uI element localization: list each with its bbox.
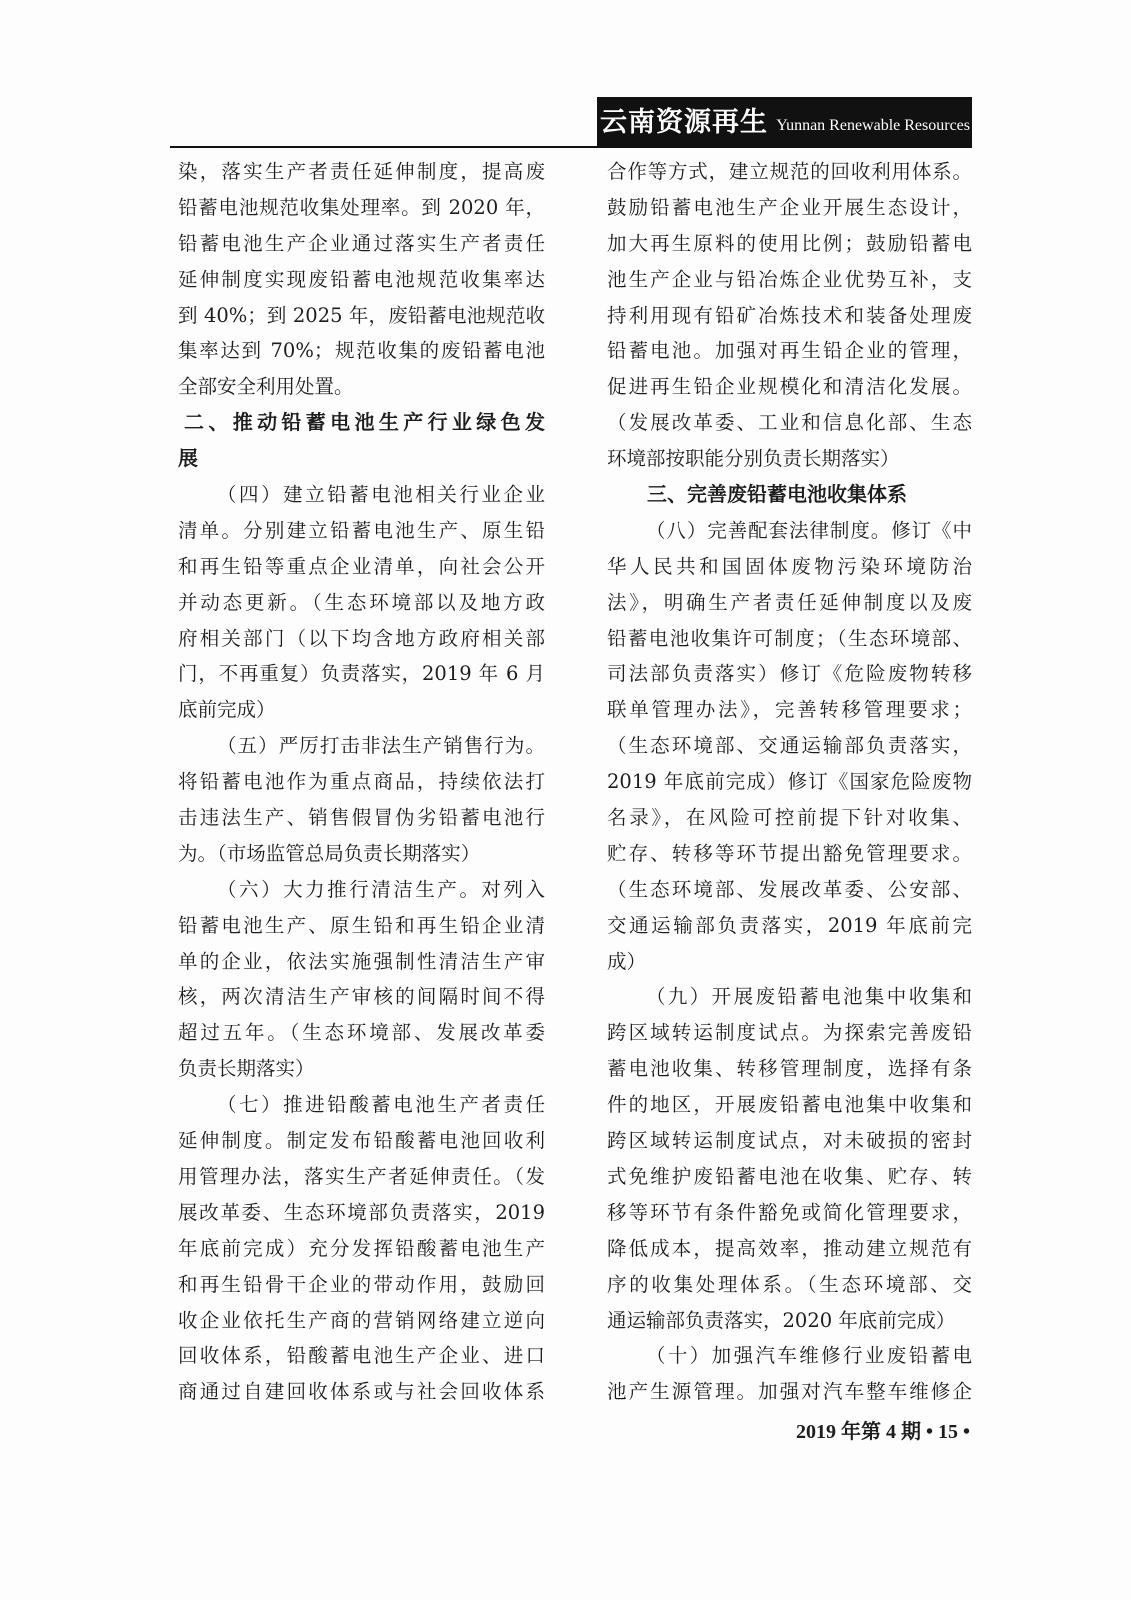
heading-line: 二、推动铅蓄电池生产行业绿色发 [184, 410, 545, 435]
text-line: 府相关部门（以下均含地方政府相关部 [178, 626, 545, 650]
page-footer: 2019 年第 4 期 • 15 • [795, 1421, 970, 1443]
text-line: 到 40%；到 2025 年，废铅蓄电池规范收 [178, 303, 545, 327]
text-line: 回收体系，铅酸蓄电池生产企业、进口 [178, 1344, 545, 1368]
text-line: 式免维护废铅蓄电池在收集、贮存、转 [607, 1164, 972, 1188]
text-line: 鼓励铅蓄电池生产企业开展生态设计， [607, 195, 972, 219]
text-line: 合作等方式，建立规范的回收利用体系。 [607, 160, 972, 183]
text-line: 2019 年底前完成）修订《国家危险废物 [607, 770, 972, 794]
text-line: 司法部负责落实）修订《危险废物转移 [607, 662, 972, 686]
right-column [607, 154, 972, 1410]
text-line: 联单管理办法》，完善转移管理要求； [607, 698, 972, 722]
text-line: 铅蓄电池规范收集处理率。到 2020 年， [178, 195, 545, 219]
journal-title-english: Yunnan Renewable Resources [776, 117, 970, 134]
text-line: 跨区域转运制度试点。为探索完善废铅 [607, 1021, 972, 1045]
text-line: 池生产企业与铅冶炼企业优势互补，支 [607, 267, 972, 291]
text-line: （五）严厉打击非法生产销售行为。 [217, 734, 545, 758]
paragraph [607, 979, 972, 1338]
text-line: 核，两次清洁生产审核的间隔时间不得 [178, 985, 545, 1009]
heading-line: 展 [178, 446, 198, 471]
text-line: 交通运输部负责落实，2019 年底前完 [607, 913, 972, 937]
text-line: 池产生源管理。加强对汽车整车维修企 [607, 1380, 972, 1404]
text-line: 击违法生产、销售假冒伪劣铅蓄电池行 [178, 806, 545, 830]
text-line: 单的企业，依法实施强制性清洁生产审 [178, 949, 545, 973]
text-line: 序的收集处理体系。（生态环境部、交 [607, 1272, 972, 1296]
text-line: 铅蓄电池。加强对再生铅企业的管理， [607, 339, 972, 363]
text-line: （六）大力推行清洁生产。对列入 [217, 877, 545, 901]
text-line: 底前完成） [178, 698, 276, 722]
journal-title: 云南资源再生 [600, 107, 768, 138]
section-heading [607, 477, 972, 513]
text-line: 铅蓄电池生产企业通过落实生产者责任 [178, 231, 545, 255]
text-line: 蓄电池收集、转移管理制度，选择有条 [607, 1057, 972, 1081]
paragraph [178, 872, 545, 1087]
text-line: （生态环境部、交通运输部负责落实， [607, 734, 972, 758]
paragraph [607, 154, 972, 477]
heading-line: 三、完善废铅蓄电池收集体系 [647, 482, 907, 507]
text-line: 展改革委、生态环境部负责落实，2019 [178, 1200, 545, 1224]
paragraph [178, 1087, 545, 1410]
text-line: （发展改革委、工业和信息化部、生态 [607, 411, 972, 435]
text-line: 铅蓄电池生产、原生铅和再生铅企业清 [178, 913, 545, 937]
text-line: 和再生铅骨干企业的带动作用，鼓励回 [178, 1272, 545, 1296]
text-line: 降低成本，提高效率，推动建立规范有 [607, 1236, 972, 1260]
text-line: （十）加强汽车维修行业废铅蓄电 [646, 1344, 972, 1368]
text-line: （四）建立铅蓄电池相关行业企业 [217, 483, 545, 507]
text-line: 清单。分别建立铅蓄电池生产、原生铅 [178, 518, 545, 542]
text-line: （九）开展废铅蓄电池集中收集和 [646, 985, 972, 1009]
text-line: 跨区域转运制度试点，对未破损的密封 [607, 1129, 972, 1153]
text-line: 加大再生原料的使用比例；鼓励铅蓄电 [607, 231, 972, 255]
text-line: 用管理办法，落实生产者延伸责任。（发 [178, 1164, 545, 1188]
text-line: 促进再生铅企业规模化和清洁化发展。 [607, 375, 972, 399]
text-line: 并动态更新。（生态环境部以及地方政 [178, 590, 545, 614]
text-line: 集率达到 70%；规范收集的废铅蓄电池 [178, 339, 545, 363]
section-heading [178, 405, 545, 477]
text-line: 年底前完成）充分发挥铅酸蓄电池生产 [178, 1236, 545, 1260]
text-line: 门，不再重复）负责落实，2019 年 6 月 [178, 662, 545, 686]
text-line: 延伸制度。制定发布铅酸蓄电池回收利 [178, 1129, 545, 1153]
paragraph [178, 477, 545, 728]
text-line: 为。（市场监管总局负责长期落实） [178, 841, 481, 865]
text-line: 持利用现有铅矿冶炼技术和装备处理废 [607, 303, 972, 327]
text-line: （八）完善配套法律制度。修订《中 [646, 518, 972, 542]
text-line: 环境部按职能分别负责长期落实） [607, 447, 900, 471]
paragraph [178, 154, 545, 405]
text-line: 全部安全利用处置。 [178, 375, 354, 399]
text-line: （生态环境部、发展改革委、公安部、 [607, 877, 972, 901]
paragraph [607, 513, 972, 980]
paragraph [178, 728, 545, 872]
text-line: 收企业依托生产商的营销网络建立逆向 [178, 1308, 545, 1332]
left-column [178, 154, 545, 1410]
text-line: 和再生铅等重点企业清单，向社会公开 [178, 554, 545, 578]
text-line: 负责长期落实） [178, 1057, 315, 1081]
text-line: 名录》，在风险可控前提下针对收集、 [607, 806, 972, 830]
text-line: 贮存、转移等环节提出豁免管理要求。 [607, 841, 972, 865]
text-line: 铅蓄电池收集许可制度；（生态环境部、 [607, 626, 972, 650]
text-line: 法》，明确生产者责任延伸制度以及废 [607, 590, 972, 614]
text-line: 通运输部负责落实，2020 年底前完成） [607, 1308, 956, 1332]
text-line: 染，落实生产者责任延伸制度，提高废 [178, 160, 545, 183]
paragraph [607, 1338, 972, 1410]
text-line: 商通过自建回收体系或与社会回收体系 [178, 1380, 545, 1404]
text-line: 延伸制度实现废铅蓄电池规范收集率达 [178, 267, 545, 291]
journal-header [597, 97, 972, 147]
text-line: （七）推进铅酸蓄电池生产者责任 [217, 1093, 545, 1117]
text-line: 移等环节有条件豁免或简化管理要求， [607, 1200, 972, 1224]
text-line: 件的地区，开展废铅蓄电池集中收集和 [607, 1093, 972, 1117]
text-line: 华人民共和国固体废物污染环境防治 [607, 554, 972, 578]
text-line: 超过五年。（生态环境部、发展改革委 [178, 1021, 545, 1045]
header-rule [170, 146, 972, 148]
text-line: 成） [607, 949, 647, 973]
text-line: 将铅蓄电池作为重点商品，持续依法打 [178, 770, 545, 794]
